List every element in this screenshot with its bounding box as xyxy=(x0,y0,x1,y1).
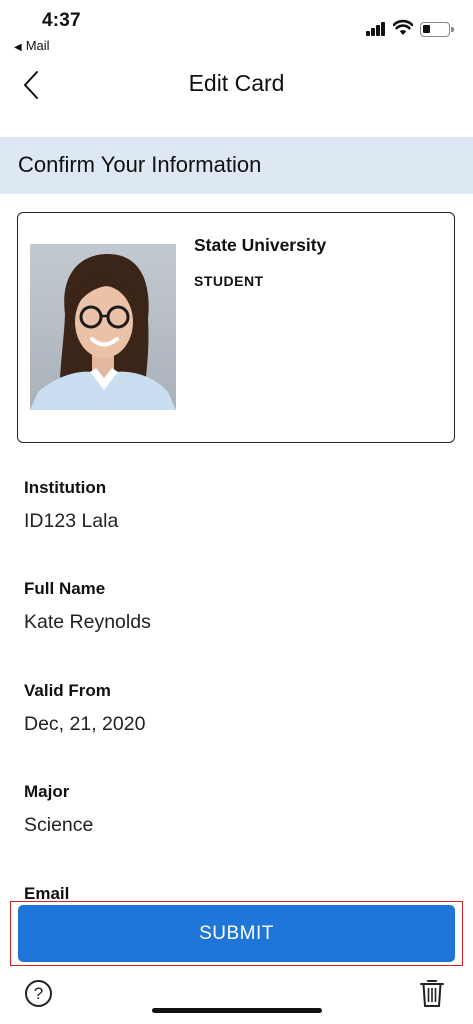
section-title: Confirm Your Information xyxy=(18,152,262,177)
field-major xyxy=(24,782,93,837)
field-label: Valid From xyxy=(24,681,111,700)
battery-icon xyxy=(420,22,450,37)
card-institution-name: State University xyxy=(194,235,327,255)
wifi-icon xyxy=(393,19,413,36)
field-label: Institution xyxy=(24,478,107,497)
field-label: Email xyxy=(24,884,70,903)
id-card-preview xyxy=(17,212,455,443)
field-value: Kate Reynolds xyxy=(24,611,151,633)
submit-button[interactable] xyxy=(18,905,455,962)
home-indicator[interactable] xyxy=(152,1008,322,1013)
field-institution xyxy=(24,478,118,533)
student-photo xyxy=(30,244,176,410)
status-bar xyxy=(0,0,473,56)
field-value: Science xyxy=(24,814,94,836)
field-value: Dec, 21, 2020 xyxy=(24,713,146,735)
field-valid-from xyxy=(24,681,145,736)
help-icon[interactable] xyxy=(25,980,52,1007)
field-label: Major xyxy=(24,782,70,801)
nav-bar xyxy=(0,60,473,110)
field-label: Full Name xyxy=(24,579,106,598)
card-role: STUDENT xyxy=(194,273,264,289)
trash-icon[interactable] xyxy=(419,978,445,1008)
signal-icon xyxy=(366,22,388,36)
back-to-app-link[interactable] xyxy=(14,38,50,53)
back-app-label: Mail xyxy=(25,38,50,53)
section-header xyxy=(0,137,473,194)
field-full-name xyxy=(24,579,151,634)
back-triangle-icon: ◀ xyxy=(14,42,22,53)
status-time: 4:37 xyxy=(42,10,81,31)
field-value: ID123 Lala xyxy=(24,510,119,532)
help-symbol: ? xyxy=(33,984,44,1003)
page-title: Edit Card xyxy=(188,70,285,96)
submit-label: SUBMIT xyxy=(199,922,274,944)
